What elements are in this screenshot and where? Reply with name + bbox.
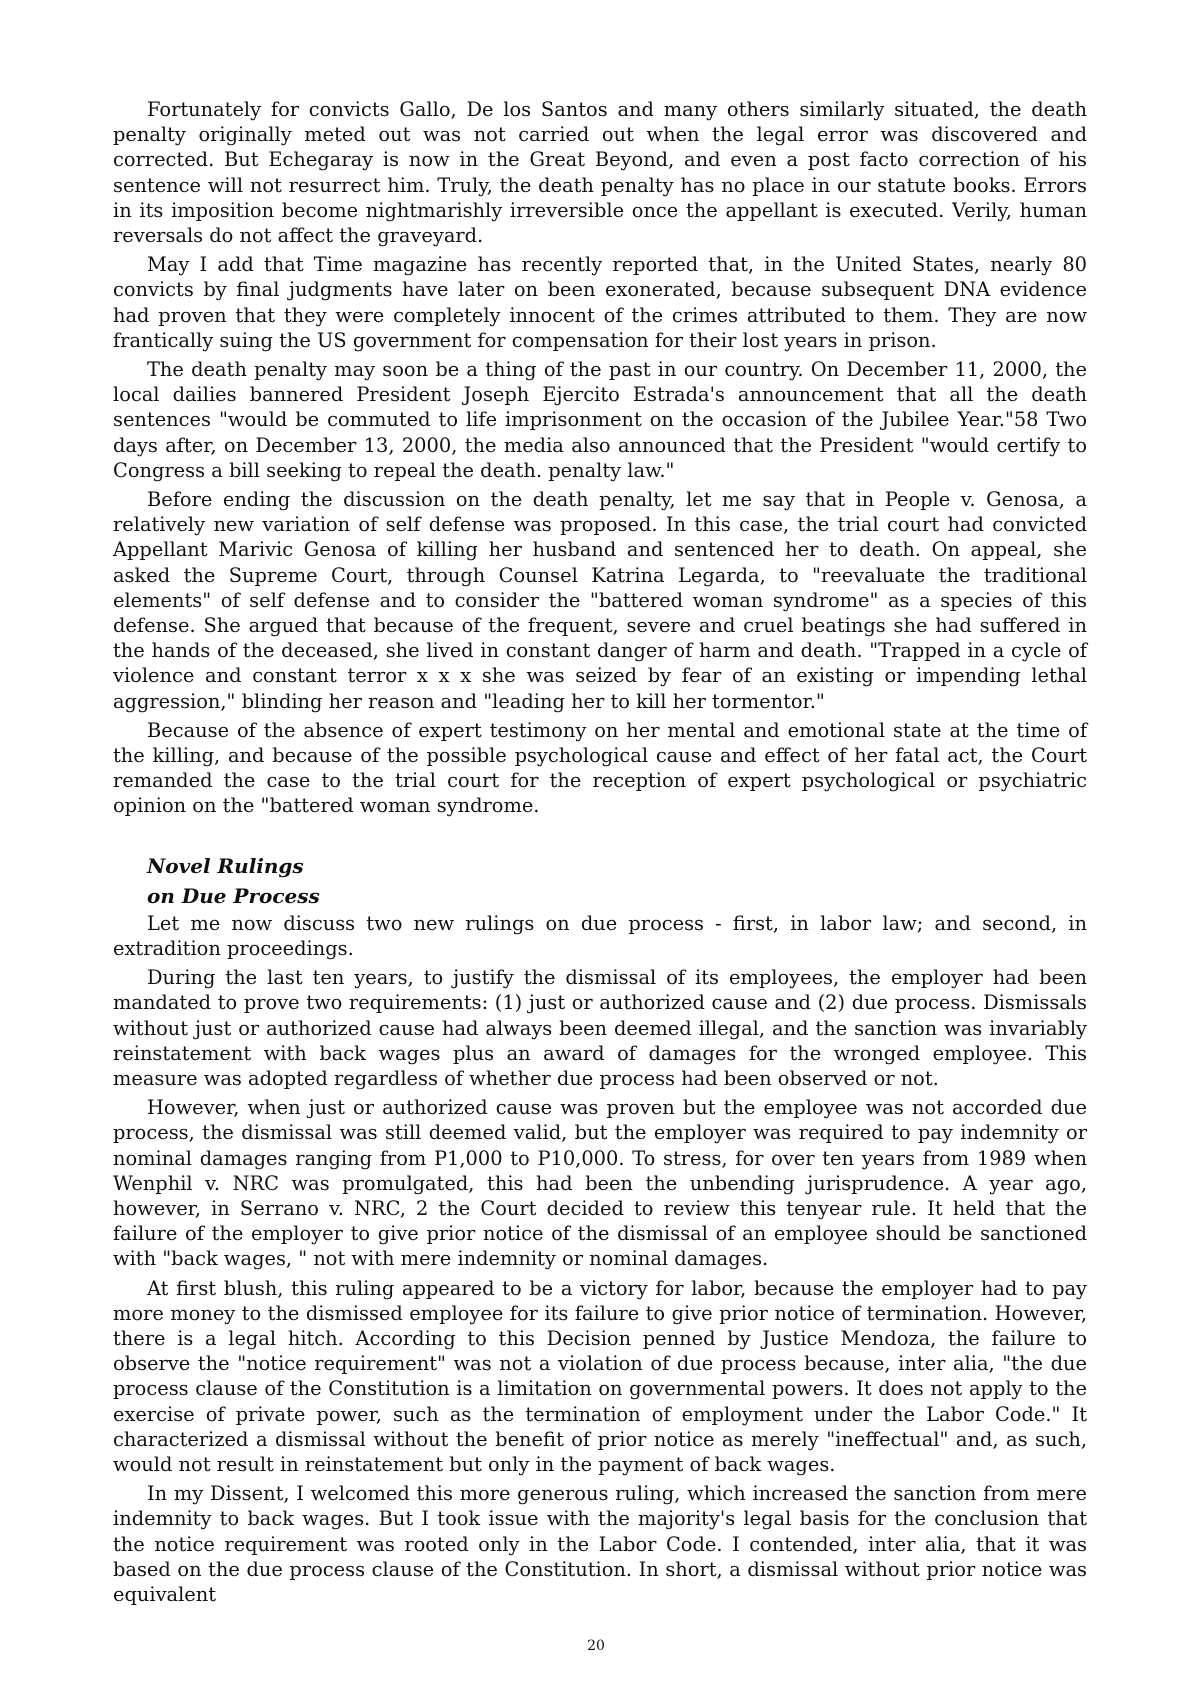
paragraph: The death penalty may soon be a thing of the past in our country. On December 11, 2000, the local dailies bannered President Joseph Ejercito Estrada's announcement that all the death sentences "would be commuted to life imprisonment on the occasion of the Jubilee Year."58 Two days after, on December 13, 2000, the media also announced that the President "would certify to Congress a bill seeking to repeal the death. penalty law." — [113, 358, 1087, 482]
paragraph: Because of the absence of expert testimony on her mental and emotional state at the time of the killing, and because of the possible psychological cause and effect of her fatal act, the Court remanded the case to the trial court for the reception of expert psychological or psychiatric opinion on the "battered woman syndrome. — [113, 718, 1087, 818]
document-page — [113, 97, 1087, 1611]
paragraph: Let me now discuss two new rulings on due process - first, in labor law; and second, in extradition proceedings. — [113, 911, 1087, 960]
paragraph: Fortunately for convicts Gallo, De los Santos and many others similarly situated, the death penalty originally meted out was not carried out when the legal error was discovered and corrected. But Echegaray is now in the Great Beyond, and even a post facto correction of his sentence will not resurrect him. Truly, the death penalty has no place in our statute books. Errors in its imposition become nightmarishly irreversible once the appellant is executed. Verily, human reversals do not affect the graveyard. — [113, 98, 1087, 248]
paragraph: Before ending the discussion on the death penalty, let me say that in People v. Genosa, a relatively new variation of self defense was proposed. In this case, the trial court had convicted Appellant Marivic Genosa of killing her husband and sentenced her to death. On appeal, she asked the Supreme Court, through Counsel Katrina Legarda, to "reevaluate the traditional elements" of self defense and to consider the "battered woman syndrome" as a species of this defense. She argued that because of the frequent, severe and cruel beatings she had suffered in the hands of the deceased, she lived in constant danger of harm and death. "Trapped in a cycle of violence and constant terror x x x she was seized by fear of an existing or impending lethal aggression," blinding her reason and "leading her to kill her tormentor." — [113, 488, 1087, 713]
paragraph: At first blush, this ruling appeared to be a victory for labor, because the employer had to pay more money to the dismissed employee for its failure to give prior notice of termination. However, there is a legal hitch. According to this Decision penned by Justice Mendoza, the failure to observe the "notice requirement" was not a violation of due process because, inter alia, "the due process clause of the Constitution is a limitation on governmental powers. It does not apply to the exercise of private power, such as the termination of employment under the Labor Code." It characterized a dismissal without the benefit of prior notice as merely "ineffectual" and, as such, would not result in reinstatement but only in the payment of back wages. — [113, 1276, 1087, 1476]
page-number: 20 — [587, 1638, 605, 1654]
paragraph: In my Dissent, I welcomed this more generous ruling, which increased the sanction from mere indemnity to back wages. But I took issue with the majority's legal basis for the conclusion that the notice requirement was rooted only in the Labor Code. I contended, inter alia, that it was based on the due process clause of the Constitution. In short, a dismissal without prior notice was equivalent — [113, 1482, 1087, 1606]
paragraph: May I add that Time magazine has recently reported that, in the United States, nearly 80 convicts by final judgments have later on been exonerated, because subsequent DNA evidence had proven that they were completely innocent of the crimes attributed to them. They are now frantically suing the US government for compensation for their lost years in prison. — [113, 253, 1087, 352]
paragraph: However, when just or authorized cause was proven but the employee was not accorded due process, the dismissal was still deemed valid, but the employer was required to pay indemnity or nominal damages ranging from P1,000 to P10,000. To stress, for over ten years from 1989 when Wenphil v. NRC was promulgated, this had been the unbending jurisprudence. A year ago, however, in Serrano v. NRC, 2 the Court decided to review this tenyear rule. It held that the failure of the employer to give prior notice of the dismissal of an employee should be sanctioned with "back wages, " not with mere indemnity or nominal damages. — [113, 1096, 1087, 1271]
paragraph: During the last ten years, to justify the dismissal of its employees, the employer had been mandated to prove two requirements: (1) just or authorized cause and (2) due process. Dismissals without just or authorized cause had always been deemed illegal, and the sanction was invariably reinstatement with back wages plus an award of damages for the wronged employee. This measure was adopted regardless of whether due process had been observed or not. — [113, 966, 1087, 1090]
section-heading-line-2: on Due Process — [147, 883, 320, 908]
section-heading-line-1: Novel Rulings — [147, 853, 304, 878]
section-heading — [113, 851, 1087, 911]
